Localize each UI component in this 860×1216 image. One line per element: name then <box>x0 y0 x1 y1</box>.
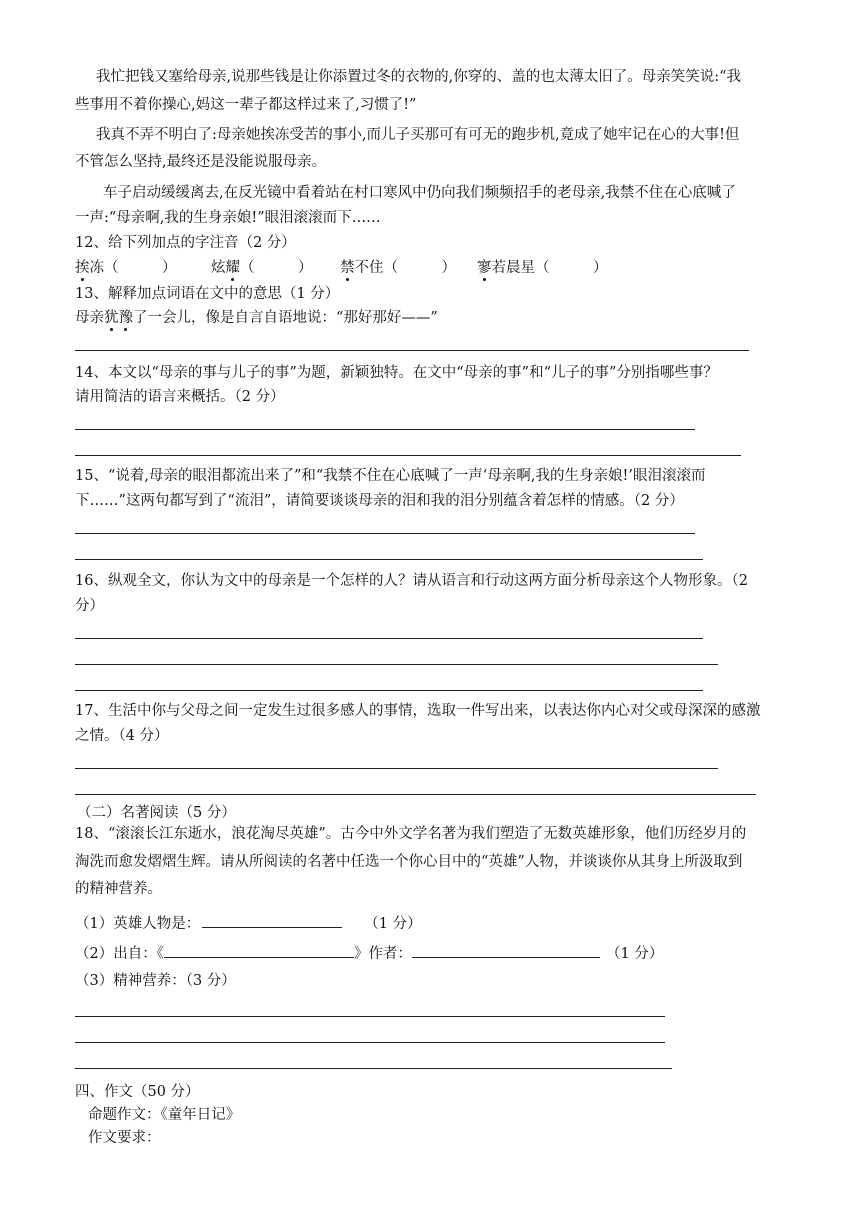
q13-sentence-post: 了一会儿，像是自言自语地说：“那好那好——” <box>133 310 438 326</box>
q12-item-2 <box>211 258 313 278</box>
answer-line[interactable] <box>75 768 718 769</box>
question-18-line1: 18、“滚滚长江东逝水，浪花淘尽英雄”。古今中外文学名著为我们塑造了无数英雄形象，他们历经岁月的 <box>75 826 747 842</box>
question-12: 12、给下列加点的字注音（2 分） <box>75 235 296 251</box>
q13-sentence-pre: 母亲 <box>75 310 104 326</box>
question-16-line1: 16、纵观全文，你认为文中的母亲是一个怎样的人？请从语言和行动这两方面分析母亲这个人物形象。（2 <box>75 573 748 589</box>
question-14-line1: 14、本文以“母亲的事与儿子的事”为题，新颖独特。在文中“母亲的事”和“儿子的事”分别指哪些事？ <box>75 365 718 381</box>
q12-item-text: 不住（ ） <box>354 260 456 276</box>
passage-p2-line1: 我真不弄不明白了:母亲她挨冻受苦的事小,而儿子买那可有可无的跑步机,竟成了她牢记在心的大事!但 <box>96 127 740 143</box>
question-13: 13、解释加点词语在文中的意思（1 分） <box>75 286 340 302</box>
q18-sub2-mid: 》作者： <box>353 946 412 962</box>
q18-sub3: （3）精神营养：（3 分） <box>75 973 236 989</box>
q12-item-text: 冻（ ） <box>89 260 177 276</box>
answer-line[interactable] <box>75 350 749 351</box>
answer-line[interactable] <box>75 794 756 795</box>
question-16-line2: 分） <box>75 598 104 614</box>
passage-p2-line2: 不管怎么坚持,最终还是没能说服母亲。 <box>75 154 327 170</box>
answer-line[interactable] <box>75 429 695 430</box>
q12-item-text: 若晨星（ ） <box>491 260 608 276</box>
answer-line[interactable] <box>75 1068 672 1069</box>
dotted-char: 挨 <box>75 260 90 276</box>
q13-sentence <box>75 308 438 328</box>
answer-line[interactable] <box>75 690 703 691</box>
passage-p3-line2: 一声:“母亲啊,我的生身亲娘!”眼泪滚滚而下…… <box>75 210 381 226</box>
section-4-title: 四、作文（50 分） <box>75 1084 200 1100</box>
book-title-blank[interactable] <box>164 942 354 958</box>
passage-p1-line2: 些事用不着你操心,妈这一辈子都这样过来了,习惯了!” <box>75 97 417 113</box>
question-17-line1: 17、生活中你与父母之间一定发生过很多感人的事情，选取一件写出来，以表达你内心对父或母深深的感激 <box>75 703 761 719</box>
question-18-line2: 淘洗而愈发熠熠生辉。请从所阅读的名著中任选一个你心目中的“英雄”人物，并谈谈你从其身上所汲取到 <box>75 854 743 870</box>
author-blank[interactable] <box>412 942 600 958</box>
hero-name-blank[interactable] <box>202 912 342 928</box>
q18-sub2-label: （2）出自：《 <box>75 946 164 962</box>
answer-line[interactable] <box>75 1016 665 1017</box>
passage-p3-line1: 车子启动缓缓离去,在反光镜中看着站在村口寒风中仍向我们频频招手的老母亲,我禁不住在心底喊了 <box>103 185 736 201</box>
dotted-char: 犹 <box>104 310 119 326</box>
dotted-char: 耀 <box>225 260 240 276</box>
q12-item-text: 炫 <box>211 260 226 276</box>
answer-line[interactable] <box>75 455 741 456</box>
q12-item-3 <box>340 258 456 278</box>
q18-sub2-score: （1 分） <box>605 946 664 962</box>
question-15-line2: 下……”这两句都写到了“流泪”，请简要谈谈母亲的泪和我的泪分别蕴含着怎样的情感。（2 分） <box>75 493 684 509</box>
dotted-char: 寥 <box>477 260 492 276</box>
dotted-char: 豫 <box>118 310 133 326</box>
section-2-title: （二）名著阅读（5 分） <box>77 805 236 821</box>
question-18-line3: 的精神营养。 <box>75 881 162 897</box>
q12-item-1 <box>75 258 177 278</box>
q12-item-4 <box>477 258 608 278</box>
q18-sub1 <box>75 912 422 934</box>
question-17-line2: 之情。（4 分） <box>75 728 169 744</box>
essay-topic: 命题作文：《童年日记》 <box>88 1107 241 1123</box>
question-14-line2: 请用简洁的语言来概括。（2 分） <box>75 389 285 405</box>
q12-item-text: （ ） <box>240 260 313 276</box>
answer-line[interactable] <box>75 1042 665 1043</box>
answer-line[interactable] <box>75 664 718 665</box>
dotted-char: 禁 <box>340 260 355 276</box>
q18-sub2 <box>75 942 663 964</box>
q18-sub1-score: （1 分） <box>364 916 422 932</box>
question-15-line1: 15、“说着,母亲的眼泪都流出来了”和“我禁不住在心底喊了一声‘母亲啊,我的生身亲娘!’眼泪滚滚而 <box>75 468 706 484</box>
answer-line[interactable] <box>75 638 703 639</box>
answer-line[interactable] <box>75 559 703 560</box>
essay-requirements: 作文要求： <box>88 1130 161 1146</box>
q18-sub1-label: （1）英雄人物是： <box>75 916 201 932</box>
answer-line[interactable] <box>75 533 695 534</box>
passage-p1-line1: 我忙把钱又塞给母亲,说那些钱是让你添置过冬的衣物的,你穿的、盖的也太薄太旧了。母亲笑笑说:“我 <box>96 69 742 85</box>
